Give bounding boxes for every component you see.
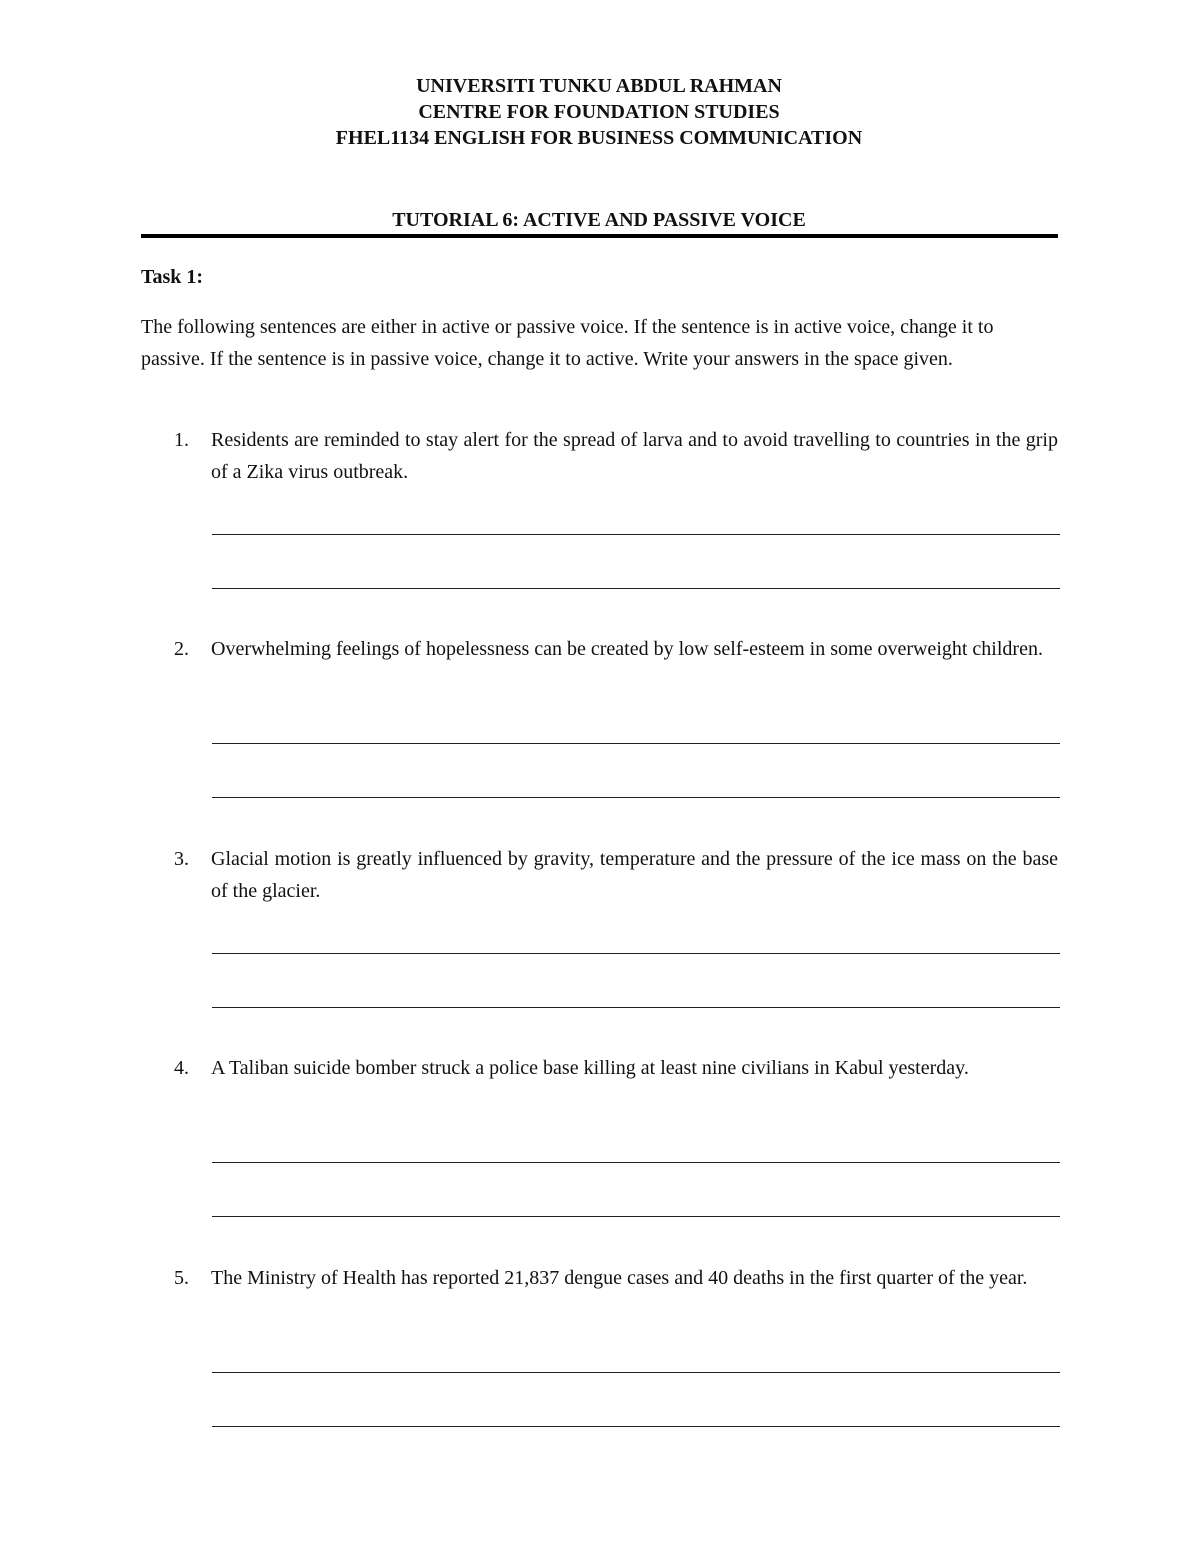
question-number: 2. — [174, 638, 189, 660]
question-text: Glacial motion is greatly influenced by gravity, temperature and the pressure of the ice mass on the base of the glacier. — [211, 848, 1058, 902]
question-text: Overwhelming feelings of hopelessness can be created by low self-esteem in some overweight children. — [211, 638, 1043, 660]
document-header — [140, 73, 1058, 151]
question-number: 3. — [174, 848, 189, 870]
task-instructions: The following sentences are either in active or passive voice. If the sentence is in active voice, change it to passive. If the sentence is in passive voice, change it to active. Write your answers in the space given. — [141, 316, 994, 370]
answer-line[interactable] — [212, 588, 1060, 589]
answer-line[interactable] — [212, 953, 1060, 954]
centre-name: CENTRE FOR FOUNDATION STUDIES — [418, 101, 780, 123]
answer-line[interactable] — [212, 1007, 1060, 1008]
question-text: Residents are reminded to stay alert for the spread of larva and to avoid travelling to countries in the grip of a Zika virus outbreak. — [211, 429, 1058, 483]
answer-line[interactable] — [212, 797, 1060, 798]
question-text: The Ministry of Health has reported 21,837 dengue cases and 40 deaths in the first quarter of the year. — [211, 1267, 1028, 1289]
tutorial-title: TUTORIAL 6: ACTIVE AND PASSIVE VOICE — [392, 209, 806, 231]
question-number: 5. — [174, 1267, 189, 1289]
course-name: FHEL1134 ENGLISH FOR BUSINESS COMMUNICATION — [335, 127, 863, 149]
title-underline — [141, 234, 1058, 238]
university-name: UNIVERSITI TUNKU ABDUL RAHMAN — [416, 75, 782, 97]
answer-line[interactable] — [212, 534, 1060, 535]
answer-line[interactable] — [212, 743, 1060, 744]
question-text: A Taliban suicide bomber struck a police base killing at least nine civilians in Kabul yesterday. — [211, 1057, 969, 1079]
task-label: Task 1: — [141, 266, 204, 288]
answer-line[interactable] — [212, 1216, 1060, 1217]
answer-line[interactable] — [212, 1372, 1060, 1373]
answer-line[interactable] — [212, 1426, 1060, 1427]
question-number: 4. — [174, 1057, 189, 1079]
answer-line[interactable] — [212, 1162, 1060, 1163]
question-number: 1. — [174, 429, 189, 451]
